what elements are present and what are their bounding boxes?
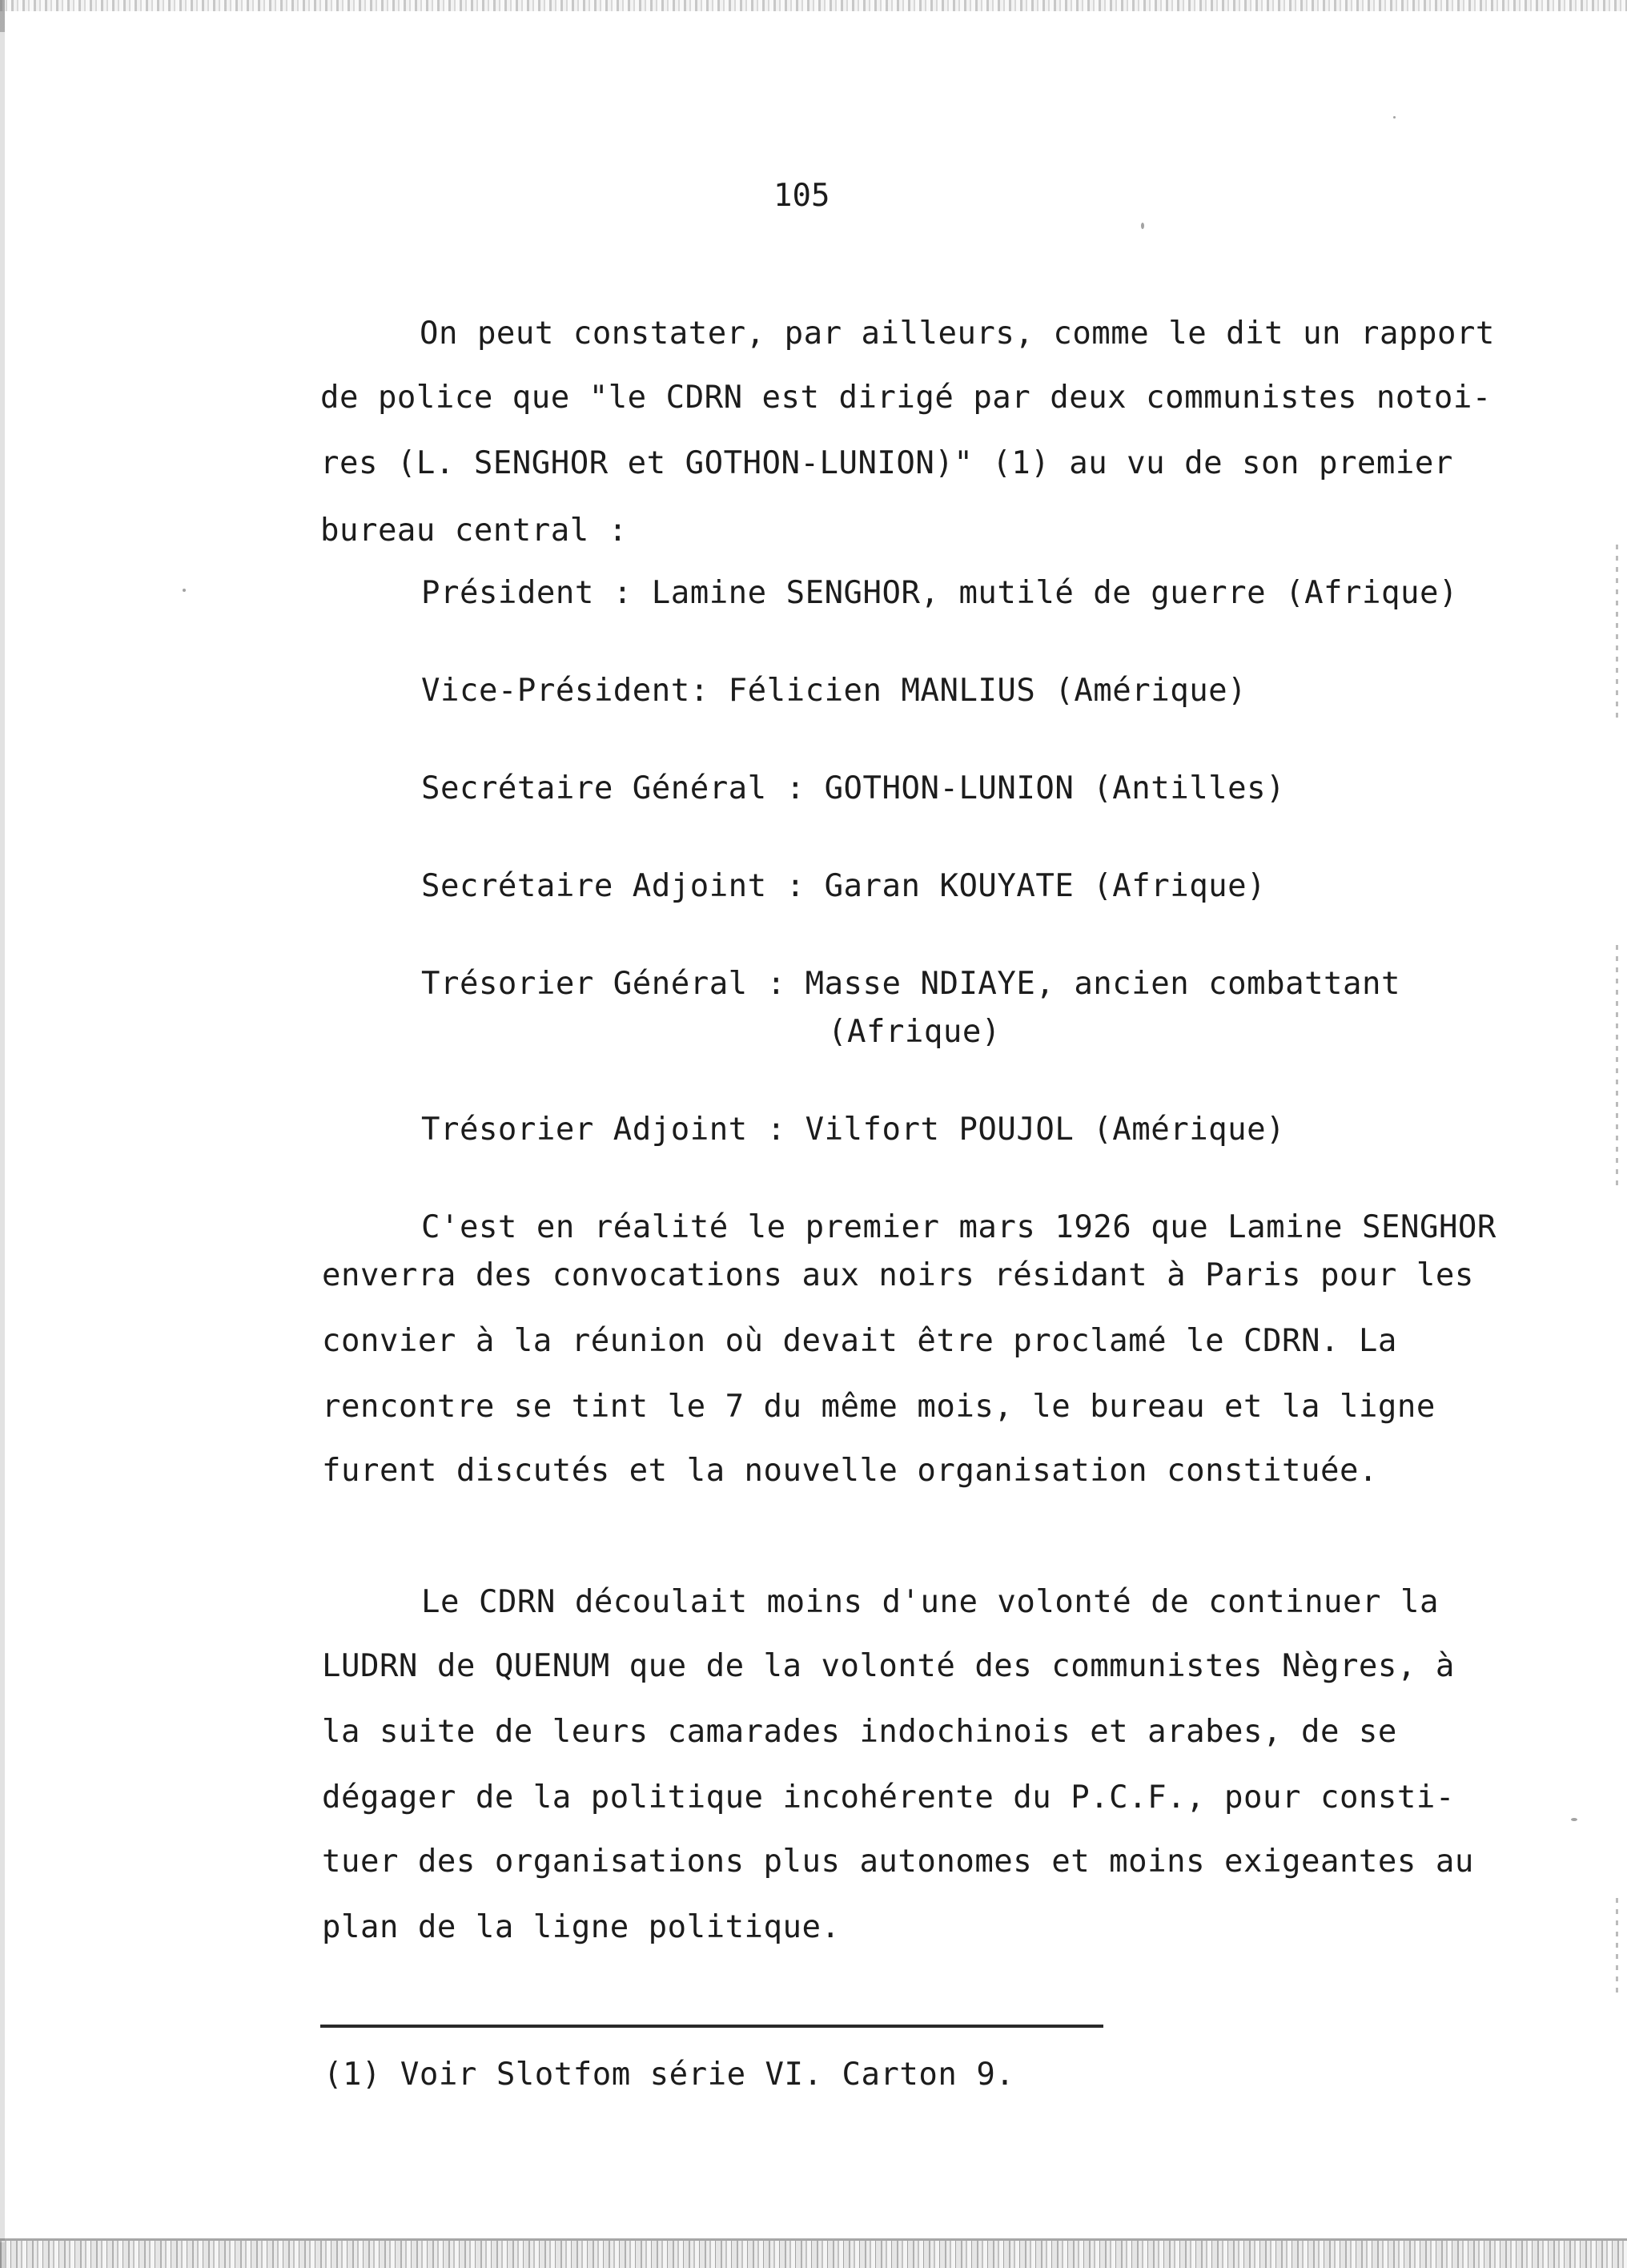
text-line: C'est en réalité le premier mars 1926 que Lamine SENGHOR xyxy=(421,1209,1496,1245)
scan-left-edge xyxy=(0,0,5,2268)
bureau-entry: Vice-Président: Félicien MANLIUS (Amérique) xyxy=(421,673,1247,709)
page-number: 105 xyxy=(773,178,830,214)
scan-right-marks xyxy=(1616,1898,1618,1994)
footnote-divider xyxy=(320,2025,1103,2028)
text-line: furent discutés et la nouvelle organisation constituée. xyxy=(322,1453,1378,1489)
bureau-entry: Secrétaire Adjoint : Garan KOUYATE (Afrique) xyxy=(421,868,1267,904)
text-line: bureau central : xyxy=(320,513,628,549)
bureau-entry: Trésorier Général : Masse NDIAYE, ancien combattant xyxy=(421,966,1400,1002)
scan-right-marks xyxy=(1616,545,1618,721)
text-line: Le CDRN découlait moins d'une volonté de continuer la xyxy=(421,1584,1439,1620)
text-line: res (L. SENGHOR et GOTHON-LUNION)" (1) au vu de son premier xyxy=(320,445,1453,481)
bureau-entry-continuation: (Afrique) xyxy=(828,1014,1001,1050)
text-line: LUDRN de QUENUM que de la volonté des communistes Nègres, à xyxy=(322,1648,1455,1684)
scan-speck xyxy=(1141,223,1144,229)
scan-speck xyxy=(183,589,186,592)
scan-speck xyxy=(1393,116,1396,119)
text-line: rencontre se tint le 7 du même mois, le bureau et la ligne xyxy=(322,1389,1436,1425)
text-line: convier à la réunion où devait être proclamé le CDRN. La xyxy=(322,1323,1397,1359)
scan-right-marks xyxy=(1616,945,1618,1185)
scan-top-edge xyxy=(0,0,1627,11)
text-line: de police que "le CDRN est dirigé par deux communistes notoi- xyxy=(320,380,1492,416)
footnote: (1) Voir Slotfom série VI. Carton 9. xyxy=(323,2057,1015,2093)
bureau-entry: Secrétaire Général : GOTHON-LUNION (Antilles) xyxy=(421,770,1286,806)
text-line: enverra des convocations aux noirs résidant à Paris pour les xyxy=(322,1257,1474,1293)
bureau-entry: Trésorier Adjoint : Vilfort POUJOL (Amérique) xyxy=(421,1112,1286,1148)
bureau-entry: Président : Lamine SENGHOR, mutilé de guerre (Afrique) xyxy=(421,575,1458,611)
text-line: dégager de la politique incohérente du P.C.F., pour consti- xyxy=(322,1779,1455,1816)
scan-bottom-edge xyxy=(0,2241,1627,2268)
text-line: plan de la ligne politique. xyxy=(322,1909,841,1945)
text-line: On peut constater, par ailleurs, comme le dit un rapport xyxy=(420,316,1495,352)
scan-speck xyxy=(1571,1818,1577,1821)
text-line: la suite de leurs camarades indochinois et arabes, de se xyxy=(322,1714,1397,1750)
text-line: tuer des organisations plus autonomes et moins exigeantes au xyxy=(322,1844,1474,1880)
